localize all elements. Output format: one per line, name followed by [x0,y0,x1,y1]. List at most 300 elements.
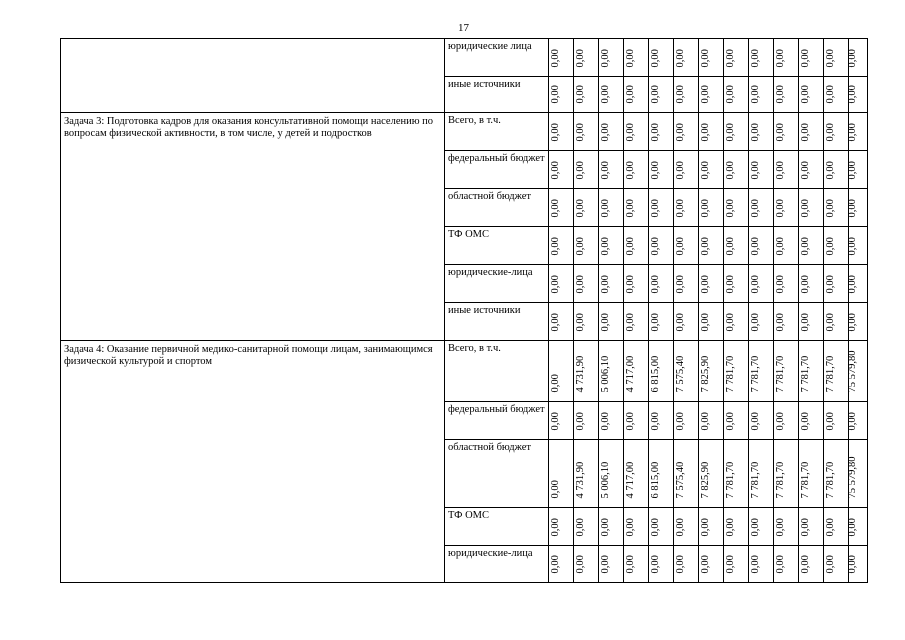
value-cell [749,227,774,265]
value-cell [574,440,599,508]
value-cell [849,77,868,113]
amount-value: 6 815,00 [650,461,661,499]
amount-value: 0,00 [625,313,636,332]
value-cell [849,402,868,440]
amount-value: 0,00 [675,85,686,104]
table-row [61,341,868,402]
amount-value: 0,00 [550,412,561,431]
value-cell [724,402,749,440]
amount-value: 4 731,90 [575,461,586,499]
funding-table [60,38,868,583]
amount-value: 0,00 [847,237,858,256]
value-cell [599,546,624,583]
value-cell [574,341,599,402]
amount-value: 5 006,10 [600,355,611,393]
value-cell [799,341,824,402]
value-cell [724,303,749,341]
value-cell [824,508,849,546]
value-cell [649,113,674,151]
value-cell [599,508,624,546]
value-cell [649,227,674,265]
value-cell [849,227,868,265]
amount-value: 0,00 [675,237,686,256]
amount-value: 0,00 [550,480,561,499]
amount-value: 0,00 [750,237,761,256]
value-cell [749,303,774,341]
amount-value: 0,00 [800,85,811,104]
amount-value: 0,00 [675,275,686,294]
amount-value: 7 825,90 [700,355,711,393]
amount-value: 0,00 [800,518,811,537]
amount-value: 0,00 [825,49,836,68]
amount-value: 0,00 [725,555,736,574]
amount-value: 0,00 [725,85,736,104]
amount-value: 0,00 [650,313,661,332]
amount-value: 7 781,70 [800,461,811,499]
value-cell [824,546,849,583]
amount-value: 0,00 [847,161,858,180]
amount-value: 0,00 [550,161,561,180]
task-cell [61,113,445,341]
amount-value: 0,00 [675,49,686,68]
amount-value: 0,00 [700,412,711,431]
amount-value: 0,00 [600,199,611,218]
value-cell [824,151,849,189]
amount-value: 0,00 [750,275,761,294]
amount-value: 0,00 [825,237,836,256]
value-cell [749,341,774,402]
value-cell [749,402,774,440]
amount-value: 0,00 [575,275,586,294]
value-cell [599,265,624,303]
value-cell [699,402,724,440]
amount-value: 0,00 [825,518,836,537]
value-cell [824,227,849,265]
value-cell [574,508,599,546]
amount-value: 0,00 [700,199,711,218]
value-cell [674,440,699,508]
amount-value: 0,00 [750,412,761,431]
amount-value: 0,00 [800,412,811,431]
value-cell [674,39,699,77]
value-cell [574,77,599,113]
value-cell [824,402,849,440]
amount-value: 7 575,40 [675,355,686,393]
amount-value: 0,00 [575,412,586,431]
value-cell [574,151,599,189]
value-cell [624,508,649,546]
amount-value: 0,00 [675,123,686,142]
amount-value: 0,00 [700,49,711,68]
value-cell [649,151,674,189]
amount-value: 0,00 [847,199,858,218]
value-cell [649,303,674,341]
amount-value: 0,00 [847,275,858,294]
value-cell [799,265,824,303]
value-cell [649,508,674,546]
amount-value: 0,00 [825,123,836,142]
value-cell [624,77,649,113]
value-cell [724,508,749,546]
value-cell [824,113,849,151]
amount-value: 0,00 [750,313,761,332]
amount-value: 0,00 [775,123,786,142]
amount-value: 0,00 [600,123,611,142]
amount-value: 0,00 [600,49,611,68]
amount-value: 0,00 [650,275,661,294]
amount-value: 0,00 [625,49,636,68]
amount-value: 0,00 [800,237,811,256]
amount-value: 0,00 [700,85,711,104]
value-cell [674,265,699,303]
value-cell [599,77,624,113]
funding-source-label: федеральный бюджет [448,153,545,164]
amount-value: 6 815,00 [650,355,661,393]
value-cell [624,341,649,402]
value-cell [649,77,674,113]
value-cell [674,77,699,113]
value-cell [649,402,674,440]
value-cell [624,303,649,341]
value-cell [599,189,624,227]
value-cell [774,189,799,227]
value-cell [824,440,849,508]
funding-source-label: иные источники [448,305,521,316]
value-cell [674,303,699,341]
amount-value: 0,00 [825,313,836,332]
value-cell [549,265,574,303]
amount-value: 0,00 [625,412,636,431]
value-cell [624,113,649,151]
amount-value: 0,00 [725,123,736,142]
amount-value: 0,00 [700,555,711,574]
amount-value: 0,00 [847,85,858,104]
amount-value: 0,00 [650,49,661,68]
amount-value: 0,00 [725,313,736,332]
amount-value: 0,00 [575,49,586,68]
value-cell [774,39,799,77]
value-cell [549,508,574,546]
value-cell [724,440,749,508]
amount-value: 0,00 [775,518,786,537]
value-cell [799,189,824,227]
task-cell [61,341,445,583]
amount-value: 0,00 [575,199,586,218]
value-cell [574,39,599,77]
amount-value: 0,00 [800,161,811,180]
amount-value: 0,00 [550,237,561,256]
value-cell [699,303,724,341]
value-cell [799,303,824,341]
value-cell [724,546,749,583]
amount-value: 0,00 [675,199,686,218]
amount-value: 7 781,70 [775,355,786,393]
amount-value: 0,00 [650,518,661,537]
amount-value: 7 825,90 [700,461,711,499]
amount-value: 0,00 [575,313,586,332]
funding-source-cell [445,402,549,440]
value-cell [849,546,868,583]
value-cell [849,39,868,77]
value-cell [599,440,624,508]
amount-value: 0,00 [700,518,711,537]
value-cell [649,341,674,402]
amount-value: 0,00 [650,555,661,574]
amount-value: 0,00 [775,49,786,68]
amount-value: 0,00 [650,123,661,142]
value-cell [674,151,699,189]
value-cell [849,189,868,227]
amount-value: 0,00 [775,313,786,332]
funding-source-label: Всего, в т.ч. [448,343,501,354]
amount-value: 0,00 [625,518,636,537]
value-cell [699,151,724,189]
amount-value: 0,00 [575,555,586,574]
amount-value: 0,00 [675,412,686,431]
value-cell [574,227,599,265]
amount-value: 0,00 [775,85,786,104]
value-cell [774,113,799,151]
value-cell [574,303,599,341]
amount-value: 0,00 [650,412,661,431]
amount-value: 0,00 [847,555,858,574]
amount-value: 0,00 [750,85,761,104]
amount-value: 0,00 [750,123,761,142]
value-cell [724,113,749,151]
funding-source-label: Всего, в т.ч. [448,115,501,126]
funding-source-cell [445,546,549,583]
value-cell [774,546,799,583]
value-cell [674,546,699,583]
value-cell [749,77,774,113]
amount-value: 0,00 [847,49,858,68]
value-cell [674,508,699,546]
funding-source-label: юридические лица [448,41,532,52]
amount-value: 0,00 [725,237,736,256]
amount-value: 0,00 [600,237,611,256]
value-cell [699,227,724,265]
amount-value: 0,00 [600,85,611,104]
amount-value: 0,00 [825,161,836,180]
value-cell [799,113,824,151]
value-cell [624,546,649,583]
funding-source-cell [445,39,549,77]
amount-value: 0,00 [847,518,858,537]
funding-source-label: ТФ ОМС [448,510,490,521]
value-cell [549,39,574,77]
amount-value: 0,00 [650,199,661,218]
funding-source-cell [445,341,549,402]
amount-value: 0,00 [825,275,836,294]
amount-value: 0,00 [847,412,858,431]
value-cell [849,265,868,303]
value-cell [799,508,824,546]
amount-value: 0,00 [600,518,611,537]
amount-value: 0,00 [550,123,561,142]
value-cell [699,113,724,151]
amount-value: 7 781,70 [750,461,761,499]
amount-value: 0,00 [550,555,561,574]
funding-source-label: иные источники [448,79,521,90]
value-cell [824,189,849,227]
amount-value: 0,00 [700,123,711,142]
amount-value: 0,00 [575,237,586,256]
amount-value: 0,00 [650,237,661,256]
value-cell [749,546,774,583]
amount-value: 0,00 [550,85,561,104]
funding-source-label: ТФ ОМС [448,229,490,240]
amount-value: 0,00 [625,199,636,218]
amount-value: 0,00 [650,85,661,104]
amount-value: 0,00 [725,161,736,180]
value-cell [574,113,599,151]
funding-table-body [61,39,868,583]
amount-value: 0,00 [725,49,736,68]
value-cell [599,303,624,341]
amount-value: 7 781,70 [775,461,786,499]
value-cell [799,440,824,508]
value-cell [774,341,799,402]
funding-source-label: федеральный бюджет [448,404,545,415]
funding-source-cell [445,227,549,265]
value-cell [749,113,774,151]
value-cell [599,113,624,151]
amount-value: 0,00 [625,275,636,294]
amount-value: 0,00 [675,555,686,574]
amount-value: 4 717,00 [625,461,636,499]
value-cell [699,39,724,77]
value-cell [624,189,649,227]
amount-value: 0,00 [600,161,611,180]
amount-value: 0,00 [800,555,811,574]
value-cell [649,265,674,303]
value-cell [674,402,699,440]
value-cell [799,227,824,265]
amount-value: 0,00 [825,199,836,218]
task-label: Задача 4: Оказание первичной медико-санитарной помощи лицам, занимающимся физической культурой и спортом [64,344,433,367]
value-cell [624,265,649,303]
amount-value: 0,00 [625,123,636,142]
amount-value: 4 717,00 [625,355,636,393]
funding-source-label: областной бюджет [448,442,531,453]
amount-value: 0,00 [700,313,711,332]
value-cell [849,440,868,508]
amount-value: 0,00 [600,555,611,574]
value-cell [799,402,824,440]
amount-value: 0,00 [625,237,636,256]
value-cell [749,39,774,77]
amount-value: 0,00 [800,199,811,218]
value-cell [724,227,749,265]
amount-value: 0,00 [575,123,586,142]
value-cell [724,77,749,113]
value-cell [549,77,574,113]
amount-value: 0,00 [775,161,786,180]
page-number: 17 [458,22,469,34]
value-cell [749,265,774,303]
task-cell [61,39,445,113]
value-cell [599,39,624,77]
amount-value: 0,00 [775,199,786,218]
amount-value: 0,00 [550,275,561,294]
value-cell [549,227,574,265]
value-cell [674,189,699,227]
value-cell [824,265,849,303]
amount-value: 0,00 [750,555,761,574]
value-cell [624,151,649,189]
value-cell [549,341,574,402]
amount-value: 0,00 [725,199,736,218]
value-cell [699,440,724,508]
value-cell [724,265,749,303]
amount-value: 0,00 [725,275,736,294]
value-cell [549,303,574,341]
value-cell [774,227,799,265]
value-cell [574,265,599,303]
value-cell [774,77,799,113]
value-cell [624,440,649,508]
value-cell [749,189,774,227]
amount-value: 0,00 [650,161,661,180]
value-cell [674,341,699,402]
value-cell [699,546,724,583]
amount-value: 7 781,70 [825,355,836,393]
funding-source-cell [445,151,549,189]
amount-value: 7 781,70 [725,461,736,499]
amount-value: 0,00 [700,237,711,256]
amount-value: 7 781,70 [825,461,836,499]
value-cell [724,189,749,227]
value-cell [649,546,674,583]
amount-value: 0,00 [800,275,811,294]
value-cell [799,151,824,189]
funding-source-label: юридические-лица [448,267,533,278]
value-cell [599,402,624,440]
value-cell [824,303,849,341]
amount-value: 0,00 [700,275,711,294]
funding-source-cell [445,303,549,341]
amount-value: 0,00 [825,85,836,104]
amount-value: 0,00 [775,237,786,256]
value-cell [849,151,868,189]
value-cell [549,440,574,508]
value-cell [674,113,699,151]
amount-value: 0,00 [700,161,711,180]
value-cell [574,402,599,440]
value-cell [574,189,599,227]
table-row [61,39,868,77]
funding-source-cell [445,440,549,508]
value-cell [724,151,749,189]
value-cell [824,39,849,77]
value-cell [549,546,574,583]
table-row [61,113,868,151]
value-cell [774,303,799,341]
value-cell [774,508,799,546]
amount-value: 0,00 [725,518,736,537]
amount-value: 7 781,70 [800,355,811,393]
funding-source-cell [445,508,549,546]
amount-value: 0,00 [750,161,761,180]
value-cell [799,546,824,583]
amount-value: 0,00 [800,49,811,68]
value-cell [799,77,824,113]
amount-value: 0,00 [847,123,858,142]
amount-value: 0,00 [600,313,611,332]
value-cell [849,508,868,546]
value-cell [549,402,574,440]
funding-source-cell [445,77,549,113]
